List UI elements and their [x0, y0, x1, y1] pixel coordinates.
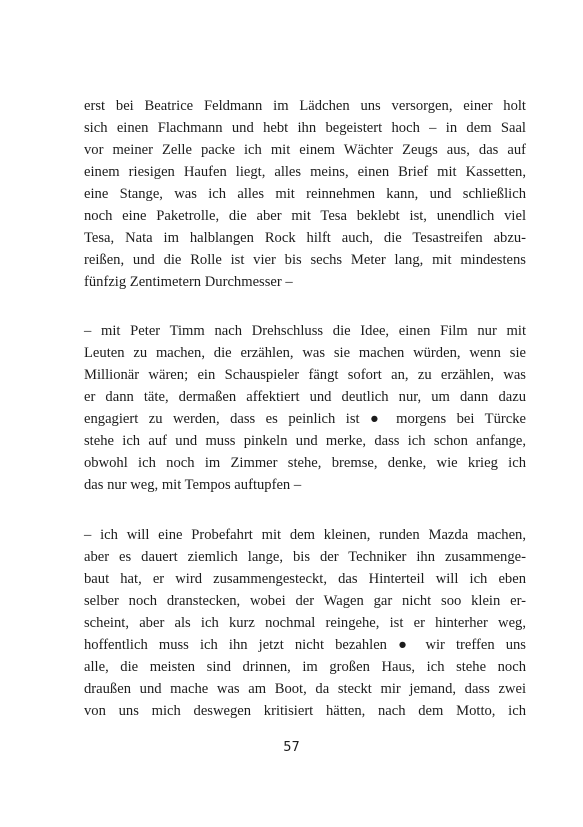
text-line: sich einen Flachmann und hebt ihn begeistert hoch – in dem Saal	[84, 120, 526, 136]
text-line: – mit Peter Timm nach Drehschluss die Idee, einen Film nur mit	[84, 323, 526, 339]
text-line: engagiert zu werden, dass es peinlich ist ● morgens bei Türcke	[84, 411, 526, 427]
text-line: hoffentlich muss ich ihn jetzt nicht bezahlen ● wir treffen uns	[84, 637, 526, 653]
text-line: scheint, aber als ich kurz nochmal reingehe, ist er hinterher weg,	[84, 615, 526, 631]
text-line: vor meiner Zelle packe ich mit einem Wächter Zeugs aus, das auf	[84, 142, 526, 158]
text-line: fünfzig Zentimetern Durchmesser –	[84, 274, 293, 290]
text-line: einem riesigen Haufen liegt, alles meins, einen Brief mit Kassetten,	[84, 164, 526, 180]
paragraph-3	[84, 524, 526, 722]
text-line: Millionär wären; ein Schauspieler fängt sofort an, zu erzählen, was	[84, 367, 526, 383]
text-line: noch eine Paketrolle, die aber mit Tesa beklebt ist, unendlich viel	[84, 208, 526, 224]
text-line: er dann täte, dermaßen affektiert und deutlich nur, um dann dazu	[84, 389, 526, 405]
text-line: baut hat, er wird zusammengesteckt, das Hinterteil will ich eben	[84, 571, 526, 587]
paragraph-2	[84, 320, 526, 496]
text-line: das nur weg, mit Tempos auftupfen –	[84, 477, 302, 493]
text-line: reißen, und die Rolle ist vier bis sechs Meter lang, mit mindestens	[84, 252, 526, 268]
text-line: stehe ich auf und muss pinkeln und merke, dass ich schon anfange,	[84, 433, 526, 449]
paragraph-1	[84, 95, 526, 293]
text-line: obwohl ich noch im Zimmer stehe, bremse, denke, wie krieg ich	[84, 455, 526, 471]
text-line: erst bei Beatrice Feldmann im Lädchen uns versorgen, einer holt	[84, 98, 526, 114]
text-line: Tesa, Nata im halblangen Rock hilft auch, die Tesastreifen abzu-	[84, 230, 526, 246]
text-line: draußen und mache was am Boot, da steckt mir jemand, dass zwei	[84, 681, 526, 697]
text-line: von uns mich deswegen kritisiert hätten, nach dem Motto, ich	[84, 703, 526, 719]
text-line: eine Stange, was ich alles mit reinnehmen kann, und schließlich	[84, 186, 526, 202]
page-number: 57	[283, 740, 300, 755]
text-line: Leuten zu machen, die erzählen, was sie machen würden, wenn sie	[84, 345, 526, 361]
text-line: aber es dauert ziemlich lange, bis der Techniker ihn zusammenge-	[84, 549, 526, 565]
text-line: alle, die meisten sind drinnen, im großen Haus, ich stehe noch	[84, 659, 526, 675]
text-line: – ich will eine Probefahrt mit dem kleinen, runden Mazda machen,	[84, 527, 526, 543]
text-line: selber noch dranstecken, wobei der Wagen gar nicht soo klein er-	[84, 593, 526, 609]
